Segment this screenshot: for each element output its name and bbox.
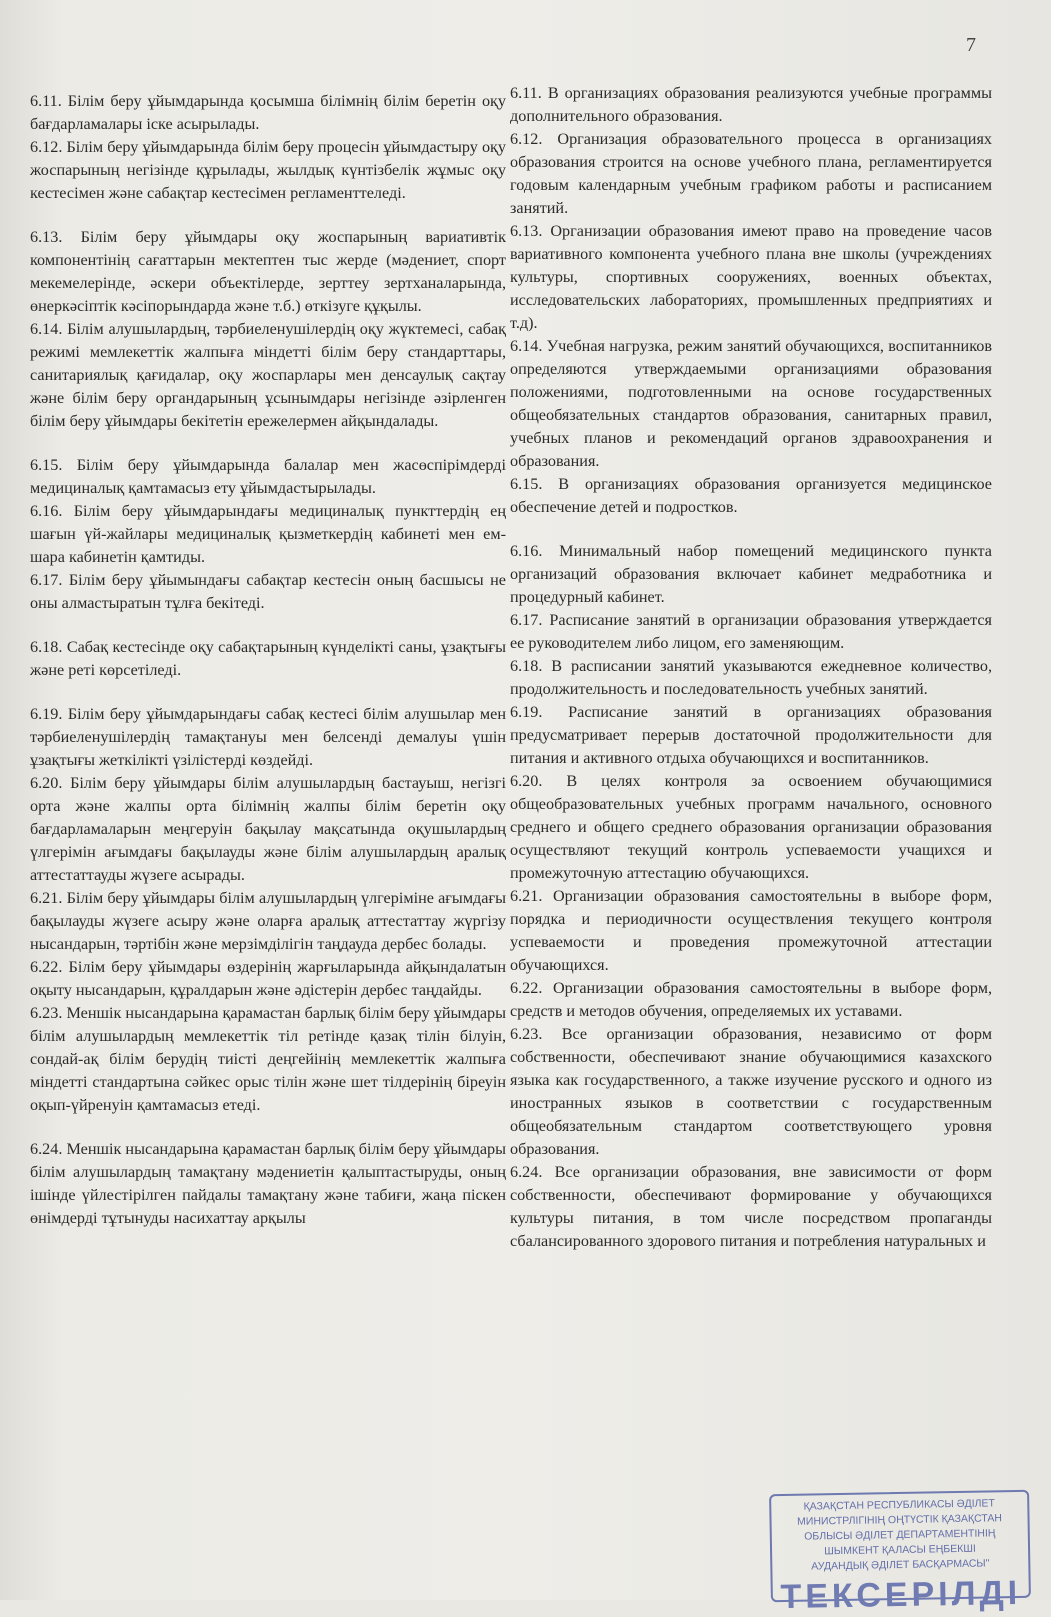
- paragraph: 6.15. В организациях образования организуется медицинское обеспечение детей и подростков.: [510, 475, 992, 516]
- paragraph: 6.17. Білім беру ұйымындағы сабақтар кестесін оның басшысы не оны алмастыратын тұлға бекітеді.: [30, 571, 506, 612]
- page-number: 7: [966, 34, 976, 56]
- kazakh-text-column: [30, 90, 506, 1230]
- paragraph: 6.12. Білім беру ұйымдарында білім беру процесін ұйымдастыру оқу жоспарының негізінде құрылады, жылдық күнтізбелік жұмыс оқу кестесімен және сабақтар кестесімен регламенттеледі.: [30, 138, 506, 202]
- paragraph: 6.14. Учебная нагрузка, режим занятий обучающихся, воспитанников определяются утверждаемыми организациями образования положениями, подготовленными на основе государственных общеобязательных стандартов образования, санитарных правил, учебных планов и рекомендаций органов здравоохранения и образования.: [510, 337, 992, 470]
- paragraph: 6.12. Организация образовательного процесса в организациях образования строится на основе учебного плана, регламентируется годовым календарным учебным графиком работы и расписанием занятий.: [510, 130, 992, 217]
- paragraph: 6.17. Расписание занятий в организации образования утверждается ее руководителем либо лицом, его заменяющим.: [510, 611, 992, 652]
- official-stamp: [769, 1490, 1031, 1617]
- paragraph: 6.24. Меншік нысандарына қарамастан барлық білім беру ұйымдары білім алушылардың тамақтану мәдениетін қалыптастыруды, оның ішінде үйлестірілген пайдалы тамақтану және табиғи, жаңа піскен өнімдерді тұтынуды насихаттау арқылы: [30, 1140, 506, 1227]
- paragraph: 6.21. Білім беру ұйымдары білім алушылардың үлгеріміне ағымдағы бақылауды жүзеге асыру және оларға аралық аттестаттау жүргізу нысандарын, тәртібін және мерзімділігін таңдауда дербес болады.: [30, 889, 506, 953]
- paragraph: 6.22. Организации образования самостоятельны в выборе форм, средств и методов обучения, определяемых их уставами.: [510, 979, 992, 1020]
- paragraph: 6.16. Білім беру ұйымдарындағы медициналық пункттердің ең шағын үй-жайлары медициналық қызметкердің кабинеті мен ем-шара кабинетін қамтиды.: [30, 502, 506, 566]
- paragraph: 6.19. Расписание занятий в организациях образования предусматривает перерыв достаточной продолжительности для питания и активного отдыха обучающихся и воспитанников.: [510, 703, 992, 767]
- paragraph: 6.22. Білім беру ұйымдары өздерінің жарғыларында айқындалатын оқыту нысандарын, құралдарын және әдістерін дербес таңдайды.: [30, 958, 506, 999]
- paragraph: 6.23. Меншік нысандарына қарамастан барлық білім беру ұйымдары білім алушылардың мемлекеттік тіл ретінде қазақ тілін білуін, сондай-ақ білім берудің тиісті деңгейінің мемлекеттік жалпыға міндетті стандартына сәйкес орыс тілін және шет тілдерінің біреуін оқып-үйренуін қамтамасыз етеді.: [30, 1004, 506, 1114]
- stamp-line: ШЫМКЕНТ ҚАЛАСЫ ЕҢБЕКШІ: [824, 1542, 976, 1558]
- stamp-checked-label: ТЕКСЕРІЛДІ: [780, 1573, 1022, 1617]
- stamp-line: МИНИСТРЛІГІНІҢ ОҢТҮСТІК ҚАЗАҚСТАН: [797, 1512, 1003, 1528]
- paragraph: 6.14. Білім алушылардың, тәрбиеленушілердің оқу жүктемесі, сабақ режимі мемлекеттік жалпыға міндетті білім беру стандарттары, санитариялық қағидалар, оқу жоспарлары мен денсаулық сақтау және білім беру органдарының ұсынымдары негізінде әзірленген білім беру ұйымдары бекітетін ережелермен айқындалады.: [30, 320, 506, 430]
- paragraph: 6.19. Білім беру ұйымдарындағы сабақ кестесі білім алушылар мен тәрбиеленушілердің тамақтануы мен белсенді демалуы үшін ұзақтығы жеткілікті үзілістерді көздейді.: [30, 705, 506, 769]
- russian-text-column: [510, 82, 992, 1253]
- paragraph: 6.11. В организациях образования реализуются учебные программы дополнительного образования.: [510, 84, 992, 125]
- paragraph: 6.18. В расписании занятий указываются ежедневное количество, продолжительность и последовательность учебных занятий.: [510, 657, 992, 698]
- paragraph: 6.23. Все организации образования, независимо от форм собственности, обеспечивают знание обучающимися казахского языка как государственного, а также изучение русского и одного из иностранных языков в соответствии с государственным общеобязательным стандартом соответствующего уровня образования.: [510, 1025, 992, 1158]
- stamp-line: ҚАЗАҚСТАН РЕСПУБЛИКАСЫ ӘДІЛЕТ: [803, 1497, 996, 1513]
- paragraph: 6.13. Білім беру ұйымдары оқу жоспарының вариативтік компонентінің сағаттарын мектептен тыс жерде (мәдениет, спорт мекемелерінде, әскери объектілерде, зерттеу зертханаларында, өнеркәсіптік кәсіпорындарда және т.б.) өткізуге құқылы.: [30, 228, 506, 315]
- paragraph: 6.15. Білім беру ұйымдарында балалар мен жасөспірімдерді медициналық қамтамасыз ету ұйымдастырылады.: [30, 456, 506, 497]
- stamp-line: ОБЛЫСЫ ӘДІЛЕТ ДЕПАРТАМЕНТІНІҢ: [804, 1527, 996, 1543]
- paragraph: 6.20. В целях контроля за освоением обучающимися общеобразовательных учебных программ начального, основного среднего и общего среднего образования организации образования осуществляют текущий контроль успеваемости учащихся и промежуточную аттестацию обучающихся.: [510, 772, 992, 882]
- paragraph: 6.20. Білім беру ұйымдары білім алушылардың бастауыш, негізгі орта және жалпы орта білімнің жалпы білім беретін оқу бағдарламаларын меңгеруін бақылау мақсатында оқушылардың үлгерімін ағымдағы бақылауды және білім алушылардың аралық аттестаттауды жүзеге асырады.: [30, 774, 506, 884]
- paragraph: 6.24. Все организации образования, вне зависимости от форм собственности, обеспечивают формирование у обучающихся культуры питания, в том числе посредством пропаганды сбалансированного здорового питания и потребления натуральных и: [510, 1163, 992, 1250]
- paragraph: 6.16. Минимальный набор помещений медицинского пункта организаций образования включает кабинет медработника и процедурный кабинет.: [510, 542, 992, 606]
- paragraph: 6.11. Білім беру ұйымдарында қосымша білімнің білім беретін оқу бағдарламалары іске асырылады.: [30, 92, 506, 133]
- paragraph: 6.18. Сабақ кестесінде оқу сабақтарының күнделікті саны, ұзақтығы және реті көрсетіледі.: [30, 638, 506, 679]
- paragraph: 6.13. Организации образования имеют право на проведение часов вариативного компонента учебного плана вне школы (учреждениях культуры, спортивных сооружениях, военных объектах, исследовательских лабораториях, промышленных предприятиях и т.д).: [510, 222, 992, 332]
- paragraph: 6.21. Организации образования самостоятельны в выборе форм, порядка и периодичности осуществления текущего контроля успеваемости и проведения промежуточной аттестации обучающихся.: [510, 887, 992, 974]
- stamp-line: АУДАНДЫҚ ӘДІЛЕТ БАСҚАРМАСЫ": [811, 1557, 990, 1573]
